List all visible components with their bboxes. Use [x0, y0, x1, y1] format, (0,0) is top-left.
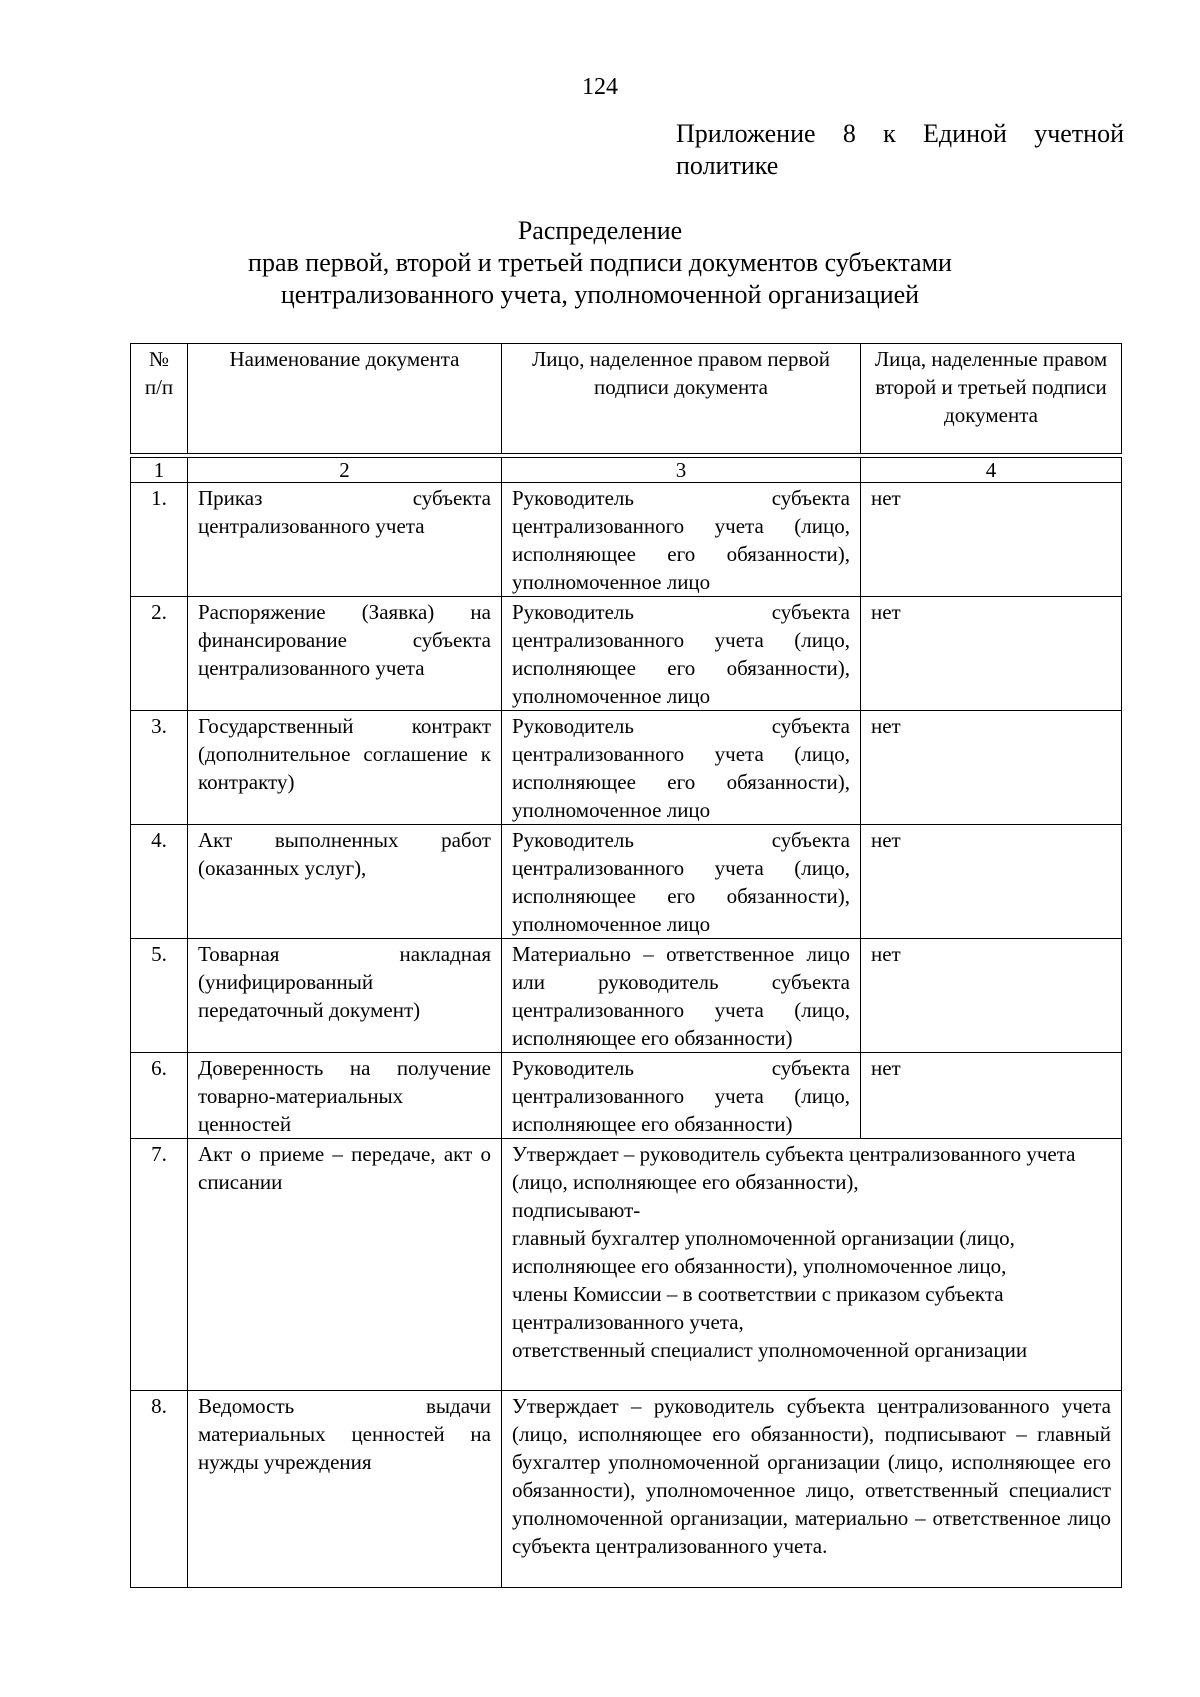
table-row — [131, 1139, 1122, 1391]
row-number: 5. — [131, 939, 188, 1053]
page-number: 124 — [582, 74, 618, 100]
header-row — [131, 344, 1122, 454]
signature-line: Утверждает – руководитель субъекта централизованного учета (лицо, исполняющее его обязанности), — [512, 1142, 1076, 1194]
document-name: Распоряжение (Заявка) на финансирование субъекта централизованного учета — [188, 597, 502, 711]
table-row — [131, 825, 1122, 939]
row-number: 6. — [131, 1053, 188, 1139]
row-number: 3. — [131, 711, 188, 825]
column-number: 4 — [861, 458, 1122, 483]
header-first-signature: Лицо, наделенное правом первой подписи документа — [502, 344, 861, 454]
table-row — [131, 939, 1122, 1053]
signature-description: Утверждает – руководитель субъекта централизованного учета (лицо, исполняющее его обязанности), подписывают – главный бухгалтер уполномоченной организации (лицо, исполняющее его обязанности), уполномоченное лицо, ответственный специалист уполномоченной организации, материально – ответственное лицо субъекта централизованного учета. — [502, 1391, 1122, 1588]
document-name: Доверенность на получение товарно-материальных ценностей — [188, 1053, 502, 1139]
document-name: Приказ субъекта централизованного учета — [188, 483, 502, 597]
first-signature: Руководитель субъекта централизованного учета (лицо, исполняющее его обязанности), уполномоченное лицо — [502, 597, 861, 711]
signature-description — [502, 1139, 1122, 1391]
title-line-1: Распределение — [517, 216, 683, 245]
document-name: Акт выполненных работ (оказанных услуг), — [188, 825, 502, 939]
row-number: 4. — [131, 825, 188, 939]
second-signature: нет — [861, 597, 1122, 711]
table-row — [131, 483, 1122, 597]
document-name: Акт о приеме – передаче, акт о списании — [188, 1139, 502, 1391]
table-row — [131, 597, 1122, 711]
second-signature: нет — [861, 825, 1122, 939]
first-signature: Руководитель субъекта централизованного учета (лицо, исполняющее его обязанности), уполномоченное лицо — [502, 711, 861, 825]
document-name: Товарная накладная (унифицированный передаточный документ) — [188, 939, 502, 1053]
first-signature: Руководитель субъекта централизованного учета (лицо, исполняющее его обязанности), уполномоченное лицо — [502, 825, 861, 939]
second-signature: нет — [861, 1053, 1122, 1139]
signature-line: члены Комиссии – в соответствии с приказом субъекта централизованного учета, — [512, 1282, 1004, 1334]
document-name: Государственный контракт (дополнительное соглашение к контракту) — [188, 711, 502, 825]
second-signature: нет — [861, 939, 1122, 1053]
first-signature: Руководитель субъекта централизованного учета (лицо, исполняющее его обязанности), уполномоченное лицо — [502, 483, 861, 597]
first-signature: Материально – ответственное лицо или руководитель субъекта централизованного учета (лицо, исполняющее его обязанности) — [502, 939, 861, 1053]
table-row — [131, 1391, 1122, 1588]
signature-line: главный бухгалтер уполномоченной организации (лицо, исполняющее его обязанности), уполномоченное лицо, — [512, 1226, 1015, 1278]
title-line-3: централизованного учета, уполномоченной организацией — [280, 280, 920, 309]
table-row — [131, 1053, 1122, 1139]
column-number-row — [131, 458, 1122, 483]
header-num: № п/п — [131, 344, 188, 454]
signature-line: ответственный специалист уполномоченной организации — [512, 1338, 1028, 1362]
row-number: 2. — [131, 597, 188, 711]
signature-line: подписывают- — [512, 1198, 641, 1222]
row-number: 8. — [131, 1391, 188, 1588]
header-name: Наименование документа — [188, 344, 502, 454]
row-number: 7. — [131, 1139, 188, 1391]
column-number: 3 — [502, 458, 861, 483]
second-signature: нет — [861, 483, 1122, 597]
row-number: 1. — [131, 483, 188, 597]
header-second-third-signature: Лица, наделенные правом второй и третьей подписи документа — [861, 344, 1122, 454]
title-line-2: прав первой, второй и третьей подписи документов субъектами — [248, 248, 952, 277]
document-title — [0, 215, 1200, 311]
column-number: 1 — [131, 458, 188, 483]
appendix-note: Приложение 8 к Единой учетной политике — [676, 119, 1124, 180]
signature-rights-table — [130, 343, 1122, 1588]
column-number: 2 — [188, 458, 502, 483]
second-signature: нет — [861, 711, 1122, 825]
document-name: Ведомость выдачи материальных ценностей на нужды учреждения — [188, 1391, 502, 1588]
first-signature: Руководитель субъекта централизованного учета (лицо, исполняющее его обязанности) — [502, 1053, 861, 1139]
table-row — [131, 711, 1122, 825]
